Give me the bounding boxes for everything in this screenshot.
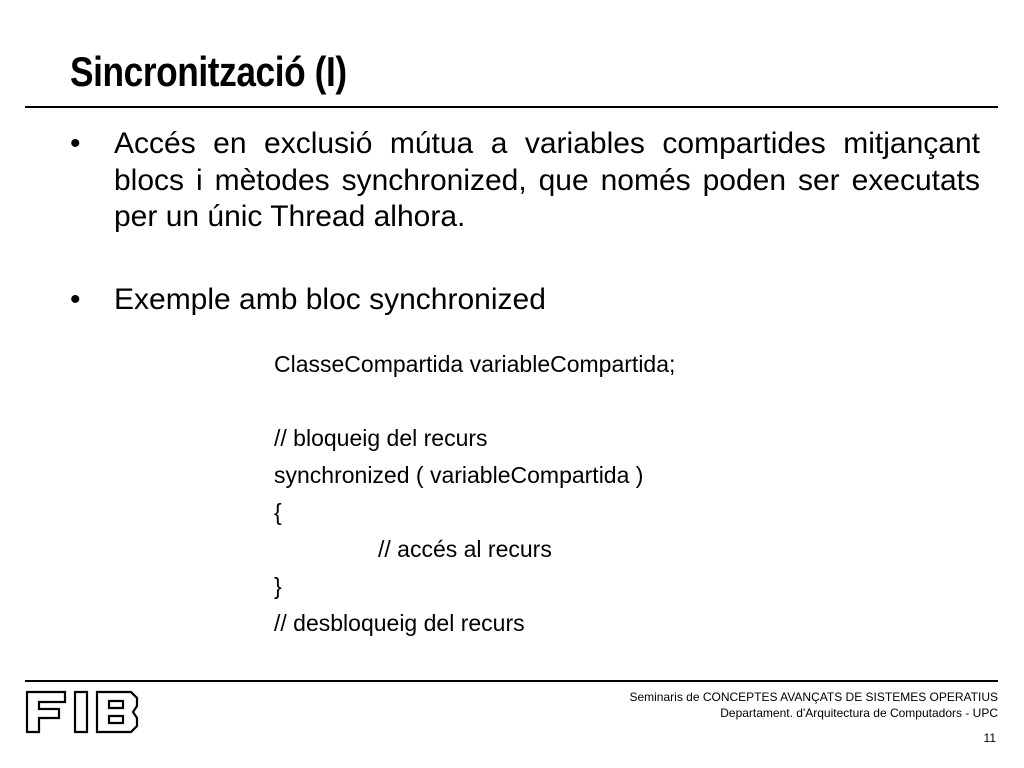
footer-department: Departament. d'Arquitectura de Computadors - UPC	[720, 706, 998, 720]
page-number: 11	[983, 731, 996, 745]
fib-logo	[25, 688, 141, 736]
footer-seminar-title: Seminaris de CONCEPTES AVANÇATS DE SISTEMES OPERATIUS	[629, 690, 998, 704]
code-line: synchronized ( variableCompartida )	[274, 462, 644, 488]
code-line: // bloqueig del recurs	[274, 425, 488, 451]
slide-title: Sincronització (I)	[70, 48, 347, 95]
bullet-text: Exemple amb bloc synchronized	[114, 283, 546, 316]
bullet-text: Accés en exclusió mútua a variables compartides mitjançant blocs i mètodes synchronized, que només poden ser executats per un únic Thread alhora.	[114, 127, 980, 233]
bullet-marker: •	[70, 283, 81, 316]
code-line: // desbloqueig del recurs	[274, 610, 525, 636]
title-divider	[25, 106, 998, 108]
bullet-marker: •	[70, 127, 81, 160]
code-line: {	[274, 499, 282, 525]
footer-divider	[25, 680, 998, 682]
code-line: ClasseCompartida variableCompartida;	[274, 351, 676, 377]
code-line-blank	[274, 383, 834, 420]
code-line: // accés al recurs	[378, 536, 552, 562]
fib-logo-icon	[25, 688, 141, 736]
code-example	[274, 346, 834, 642]
code-line: }	[274, 573, 282, 599]
